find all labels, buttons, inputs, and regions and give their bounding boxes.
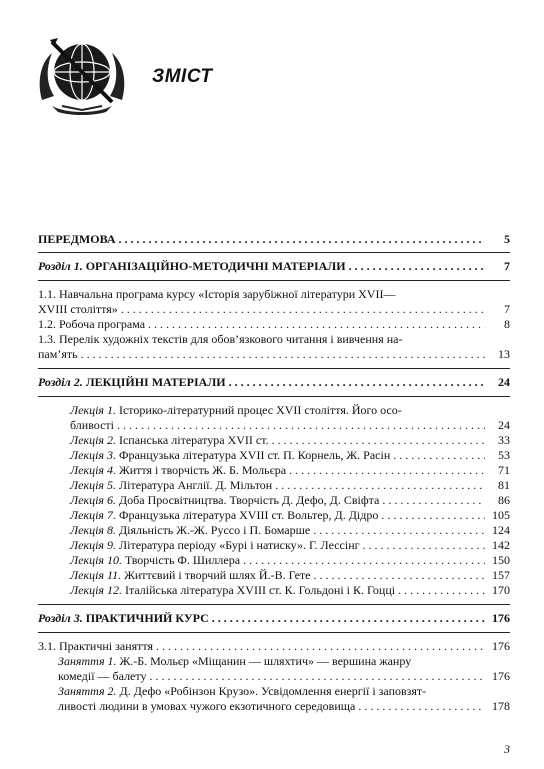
page-title: ЗМІСТ [152, 66, 213, 87]
toc-lecture-3[interactable]: Лекція 3. Французька література XVII ст. П. Корнель, Ж. Расін . . . 53 [38, 448, 510, 463]
toc-lecture-9[interactable]: Лекція 9. Література періоду «Бурі і натиску». Г. Лессінг . . . 142 [38, 538, 510, 553]
toc-section-3-1[interactable]: 3.1. Практичні заняття . . . 176 [38, 639, 510, 654]
divider [38, 280, 510, 281]
toc-lecture-11[interactable]: Лекція 11. Життєвий і творчий шлях Й.-В. Гете . . . 157 [38, 568, 510, 583]
divider [38, 604, 510, 605]
toc-lecture-7[interactable]: Лекція 7. Французька література XVIII ст. Вольтер, Д. Дідро . . . 105 [38, 508, 510, 523]
toc-part-1[interactable]: Розділ 1. ОРГАНІЗАЦІЙНО-МЕТОДИЧНІ МАТЕРІАЛИ . . . 7 [38, 259, 510, 274]
toc-lecture-2[interactable]: Лекція 2. Іспанська література XVII ст. . . . 33 [38, 433, 510, 448]
toc-entry-foreword[interactable]: ПЕРЕДМОВА . . . 5 [38, 232, 510, 247]
toc-lecture-12[interactable]: Лекція 12. Італійська література XVIII ст. К. Гольдоні і К. Гоцці . . . 170 [38, 583, 510, 598]
toc-section-1-2[interactable]: 1.2. Робоча програма . . . 8 [38, 317, 510, 332]
toc-part-3[interactable]: Розділ 3. ПРАКТИЧНИЙ КУРС . . . 176 [38, 611, 510, 626]
table-of-contents [38, 232, 510, 714]
toc-lecture-6[interactable]: Лекція 6. Доба Просвітництва. Творчість Д. Дефо, Д. Свіфта . . . 86 [38, 493, 510, 508]
toc-lecture-4[interactable]: Лекція 4. Життя і творчість Ж. Б. Мольєра . . . 71 [38, 463, 510, 478]
toc-lecture-5[interactable]: Лекція 5. Література Англії. Д. Мільтон . . . 81 [38, 478, 510, 493]
toc-lecture-8[interactable]: Лекція 8. Діяльність Ж.-Ж. Руссо і П. Бомарше . . . 124 [38, 523, 510, 538]
lecture-list [38, 433, 510, 598]
toc-section-1-1[interactable]: 1.1. Навчальна програма курсу «Історія зарубіжної літератури XVII— XVIII століття» . . . 7 [38, 287, 510, 317]
divider [38, 396, 510, 397]
toc-class-1[interactable]: Заняття 1. Ж.-Б. Мольєр «Міщанин — шляхтич» — вершина жанру комедії — балету . . . 176 [38, 654, 510, 684]
toc-part-2[interactable]: Розділ 2. ЛЕКЦІЙНІ МАТЕРІАЛИ . . . 24 [38, 375, 510, 390]
divider [38, 368, 510, 369]
divider [38, 632, 510, 633]
toc-lecture-1[interactable]: Лекція 1. Історико-літературний процес XVII століття. Його осо- бливості . . . 24 [38, 403, 510, 433]
toc-section-1-3[interactable]: 1.3. Перелік художніх текстів для обов’язкового читання і вивчення на- пам’ять . . . 13 [38, 332, 510, 362]
divider [38, 252, 510, 253]
toc-class-2[interactable]: Заняття 2. Д. Дефо «Робінзон Крузо». Усвідомлення енергії і заповзят- ливості людини в умовах чужого екзотичного середовища . . . 178 [38, 684, 510, 714]
toc-lecture-10[interactable]: Лекція 10. Творчість Ф. Шиллера . . . 150 [38, 553, 510, 568]
emblem-globe-icon [32, 28, 132, 116]
page-number: 3 [504, 742, 510, 756]
